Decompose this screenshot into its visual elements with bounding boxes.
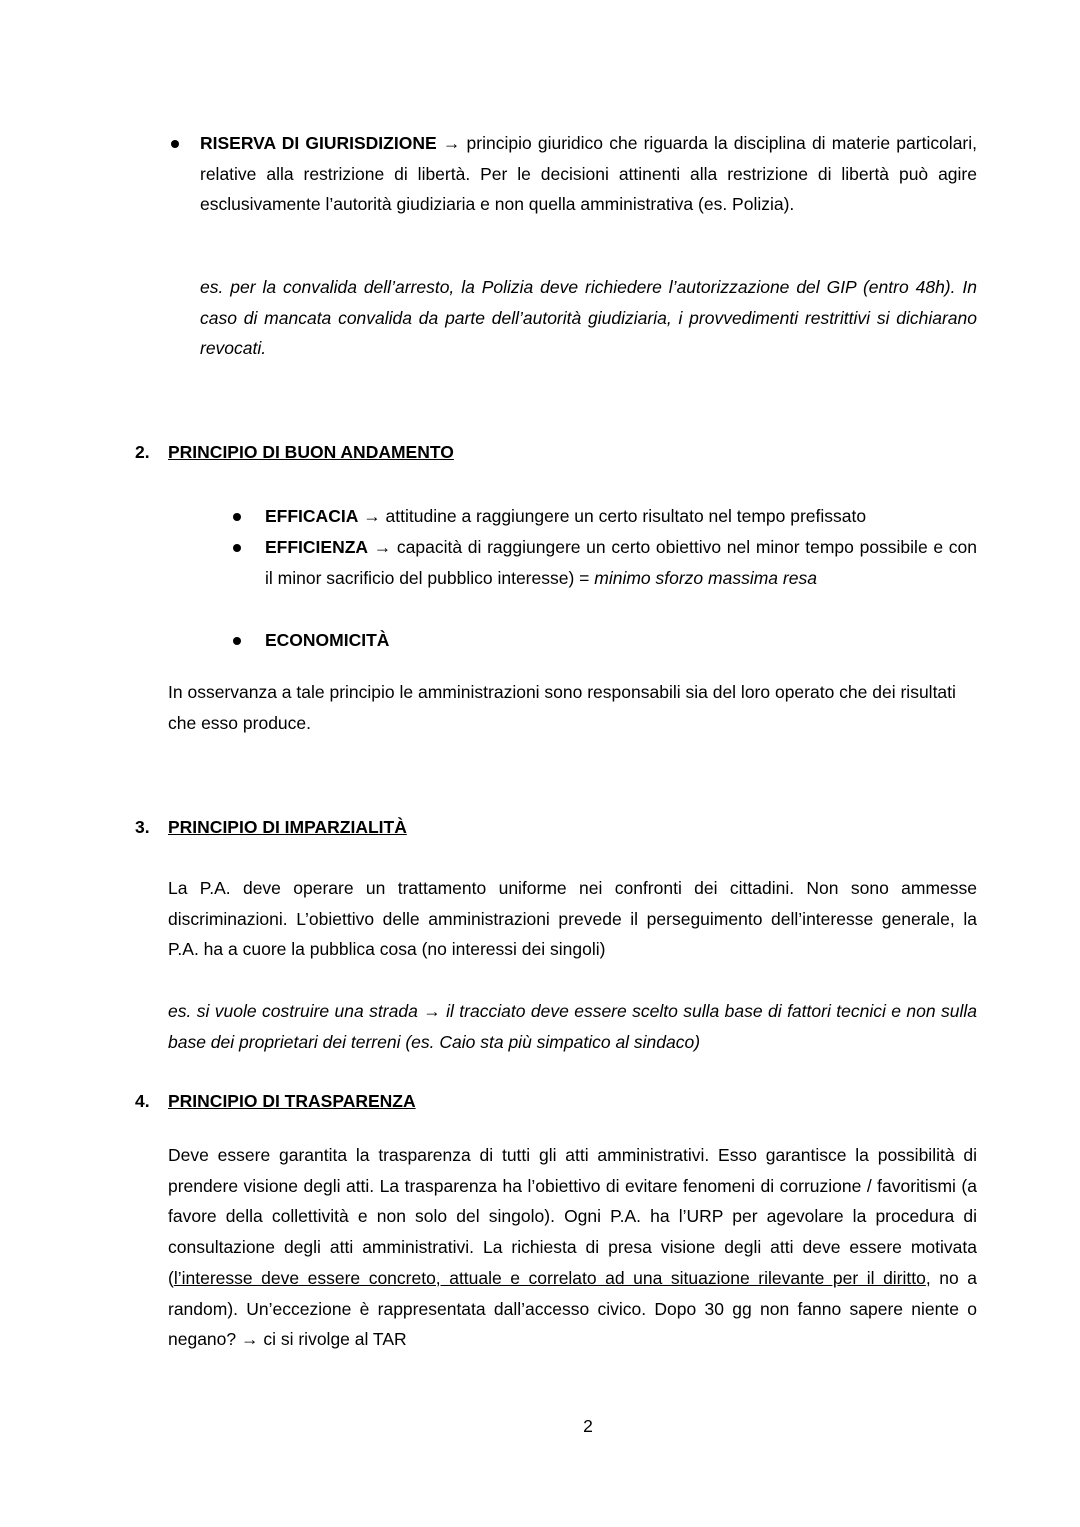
section4-paragraph xyxy=(168,1140,977,1355)
section3-example: es. si vuole costruire una strada → il tracciato deve essere scelto sulla base di fattori tecnici e non sulla base dei proprietari dei terreni (es. Caio sta più simpatico al sindaco) xyxy=(168,1001,977,1052)
riserva-term: RISERVA DI GIURISDIZIONE xyxy=(200,133,437,153)
riserva-paragraph xyxy=(200,128,977,220)
paragraph-text: , no a random). Un’eccezione è rappresentata dall’accesso civico. Dopo 30 gg non fanno sapere niente o negano? → ci si rivolge al TAR xyxy=(168,1267,977,1350)
bullet-economicita xyxy=(265,625,977,656)
section3-paragraph: La P.A. deve operare un trattamento uniforme nei confronti dei cittadini. Non sono ammesse discriminazioni. L’obiettivo delle amministrazioni prevede il perseguimento dell’interesse generale, la P.A. ha a cuore la pubblica cosa (no interessi dei singoli) xyxy=(168,878,977,960)
section-heading: PRINCIPIO DI IMPARZIALITÀ xyxy=(168,817,407,837)
bullet-icon xyxy=(233,637,241,645)
bullet-text: → capacità di raggiungere un certo obiettivo nel minor tempo possibile e con il minor sacrificio del pubblico interesse) = xyxy=(265,537,977,588)
section-heading: PRINCIPIO DI BUON ANDAMENTO xyxy=(168,442,454,462)
section-number: 2. xyxy=(135,442,150,462)
bullet-text: → attitudine a raggiungere un certo risultato nel tempo prefissato xyxy=(358,506,867,526)
section-number: 3. xyxy=(135,817,150,837)
bullet-term: EFFICACIA xyxy=(265,506,359,526)
bullet-icon xyxy=(171,140,179,148)
bullet-icon xyxy=(233,544,241,552)
paragraph-text: Deve essere garantita la trasparenza di tutti gli atti amministrativi. Esso garantisce la possibilità di prendere visione degli atti. La trasparenza ha l’obiettivo di evitare fenomeni di corruzione / favoritismi (a favore della collettività e non solo del singolo). Ogni P.A. ha l’URP per agevolare la procedura di consultazione degli atti amministrativi. La richiesta di presa visione degli atti deve essere motivata ( xyxy=(168,1145,977,1288)
bullet-italic: minimo sforzo massima resa xyxy=(594,567,817,588)
bullet-efficacia xyxy=(265,501,977,532)
bullet-term: ECONOMICITÀ xyxy=(265,630,390,650)
page-number: 2 xyxy=(583,1416,593,1436)
riserva-text: → principio giuridico che riguarda la disciplina di materie particolari, relative alla restrizione di libertà. Per le decisioni attinenti alla restrizione di libertà può agire esclusivamente l’autorità giudiziaria e non quella amministrativa (es. Polizia). xyxy=(200,133,978,215)
section2-paragraph: In osservanza a tale principio le amministrazioni sono responsabili sia del loro operato che dei risultati che esso produce. xyxy=(168,682,956,733)
bullet-icon xyxy=(233,513,241,521)
underlined-text: l’interesse deve essere concreto, attuale e correlato ad una situazione rilevante per il diritto xyxy=(173,1267,926,1288)
riserva-example: es. per la convalida dell’arresto, la Polizia deve richiedere l’autorizzazione del GIP (entro 48h). In caso di mancata convalida da parte dell’autorità giudiziaria, i provvedimenti restrittivi si dichiarano revocati. xyxy=(200,277,977,359)
bullet-term: EFFICIENZA xyxy=(265,537,369,557)
bullet-efficienza xyxy=(265,532,977,593)
section-heading: PRINCIPIO DI TRASPARENZA xyxy=(168,1091,416,1111)
section-number: 4. xyxy=(135,1091,150,1111)
